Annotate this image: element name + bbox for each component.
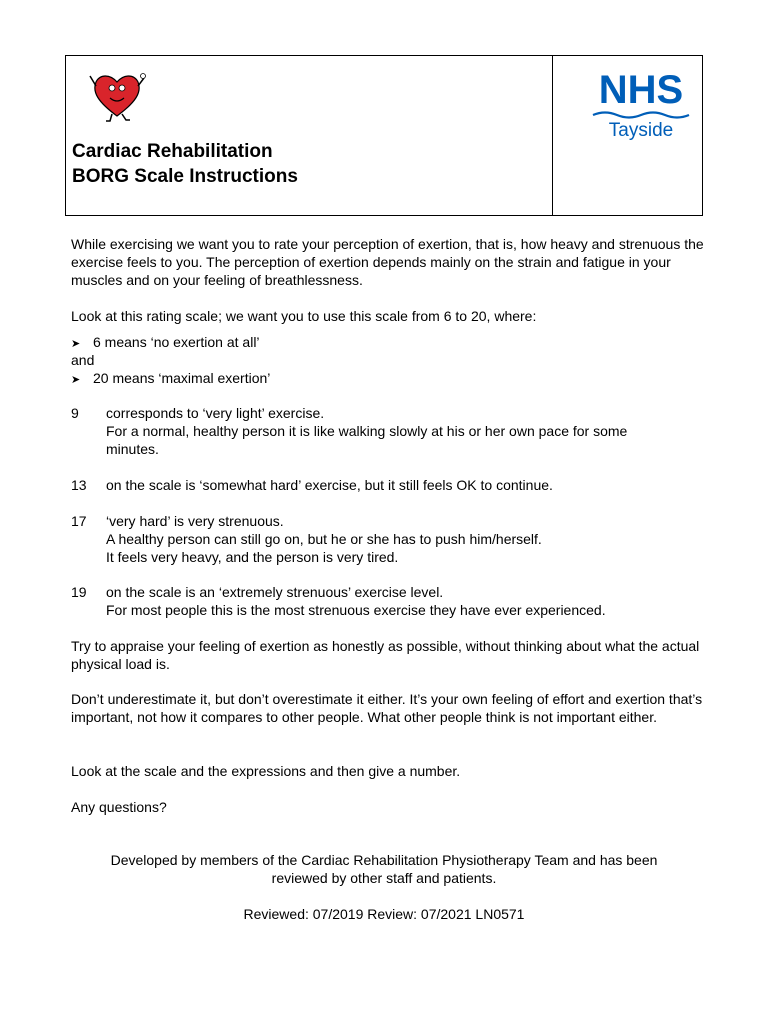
level-description — [106, 476, 711, 494]
level-line: corresponds to ‘very light’ exercise. — [106, 405, 325, 421]
title-line-1: Cardiac Rehabilitation — [72, 141, 273, 162]
questions-paragraph: Any questions? — [71, 799, 167, 815]
scale-intro: Look at this rating scale; we want you to use this scale from 6 to 20, where: — [71, 308, 537, 324]
bullet-item-2 — [71, 369, 270, 389]
level-description — [106, 512, 711, 566]
developed-note — [65, 851, 703, 887]
developed-line-1: Developed by members of the Cardiac Rehabilitation Physiotherapy Team and has been — [110, 852, 658, 868]
title-line-2: BORG Scale Instructions — [72, 166, 298, 187]
level-number: 19 — [71, 584, 87, 600]
header-box — [65, 55, 703, 216]
nhs-logo-text: NHS — [598, 68, 684, 112]
arrow-bullet-icon: ➤ — [71, 338, 81, 350]
level-line: on the scale is ‘somewhat hard’ exercise, but it still feels OK to continue. — [106, 477, 553, 493]
bullet-item-1 — [71, 333, 260, 353]
level-number: 17 — [71, 513, 87, 529]
level-number: 13 — [71, 477, 87, 493]
level-line: For a normal, healthy person it is like walking slowly at his or her own pace for some — [106, 423, 628, 439]
level-line: minutes. — [106, 441, 159, 457]
intro-paragraph: While exercising we want you to rate your perception of exertion, that is, how heavy and strenuous the exercise feels to you. The perception of exertion depends mainly on the strain and fatigue in your muscles and on your feeling of breathlessness. — [71, 236, 704, 288]
level-line: For most people this is the most strenuous exercise they have ever experienced. — [106, 602, 606, 618]
developed-line-2: reviewed by other staff and patients. — [271, 870, 497, 886]
level-line: on the scale is an ‘extremely strenuous’ exercise level. — [106, 584, 444, 600]
nhs-logo-sub: Tayside — [608, 120, 674, 141]
and-text: and — [71, 352, 95, 368]
arrow-bullet-icon: ➤ — [71, 374, 81, 386]
header-divider — [552, 56, 553, 215]
level-line: It feels very heavy, and the person is very tired. — [106, 549, 399, 565]
nhs-logo — [591, 70, 695, 152]
dont-paragraph: Don’t underestimate it, but don’t overestimate it either. It’s your own feeling of effort and exertion that’s important, not how it compares to other people. What other people think is not important either. — [71, 691, 703, 725]
look-paragraph: Look at the scale and the expressions and then give a number. — [71, 763, 461, 779]
level-description — [106, 404, 711, 458]
heart-mascot-icon — [88, 66, 146, 122]
appraise-paragraph: Try to appraise your feeling of exertion as honestly as possible, without thinking about what the actual physical load is. — [71, 638, 700, 672]
level-line: ‘very hard’ is very strenuous. — [106, 513, 284, 529]
document-title — [72, 139, 298, 189]
review-dates: Reviewed: 07/2019 Review: 07/2021 LN0571 — [243, 906, 525, 922]
bullet-text: 6 means ‘no exertion at all’ — [93, 334, 260, 350]
level-description — [106, 583, 711, 619]
bullet-text: 20 means ‘maximal exertion’ — [93, 370, 271, 386]
level-line: A healthy person can still go on, but he or she has to push him/herself. — [106, 531, 542, 547]
level-number: 9 — [71, 405, 79, 421]
